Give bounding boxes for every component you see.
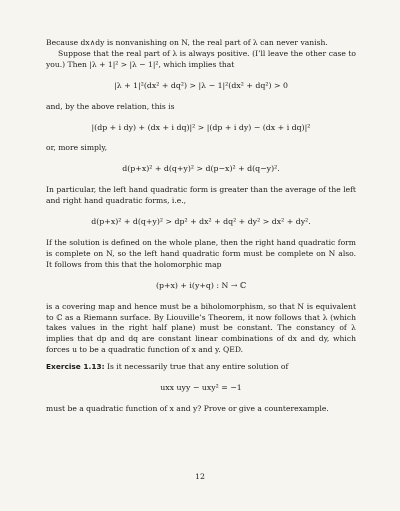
- exercise-paragraph: [46, 362, 356, 373]
- equation-6: uxx uyy − uxy² = −1: [160, 383, 242, 393]
- equation-1: |λ + 1|²(dx² + dq²) > |λ − 1|²(dx² + dq²) > 0: [114, 80, 288, 90]
- paragraph-2: Suppose that the real part of λ is always positive. (I’ll leave the other case to you.) Then |λ + 1|² > |λ − 1|², which implies that: [46, 48, 356, 69]
- equation-3: d(p+x)² + d(q+y)² > d(p−x)² + d(q−y)².: [122, 164, 280, 174]
- paragraph-5: In particular, the left hand quadratic form is greater than the average of the left and right hand quadratic forms, i.e.,: [46, 185, 356, 206]
- paragraph-3: and, by the above relation, this is: [46, 101, 175, 111]
- paragraph-8: must be a quadratic function of x and y? Prove or give a counterexample.: [46, 403, 329, 413]
- equation-4: d(p+x)² + d(q+y)² > dp² + dx² + dq² + dy² > dx² + dy².: [91, 217, 311, 227]
- exercise-text: Is it necessarily true that any entire solution of: [106, 362, 289, 372]
- paragraph-4: or, more simply,: [46, 143, 108, 153]
- paragraph-7: is a covering map and hence must be a biholomorphism, so that N is equivalent to ℂ as a Riemann surface. By Liouville’s Theorem, it now follows that λ (which takes values in the right half plane) must be constant. The constancy of λ implies that dp and dq are constant linear combinations of dx and dy, which forces u to be a quadratic function of x and y. QED.: [46, 301, 356, 355]
- paragraph-1: Because dx∧dy is nonvanishing on N, the real part of λ can never vanish.: [46, 38, 328, 47]
- page-number: 12: [195, 472, 205, 481]
- exercise-label: Exercise 1.13:: [46, 362, 105, 372]
- equation-2: |(dp + i dy) + (dx + i dq)|² > |(dp + i dy) − (dx + i dq)|²: [91, 122, 311, 132]
- paragraph-6: If the solution is defined on the whole plane, then the right hand quadratic form is complete on N, so the left hand quadratic form must be complete on N also. It follows from this that the holomorphic map: [46, 237, 356, 269]
- equation-5: (p+x) + i(y+q) : N → ℂ: [155, 280, 247, 290]
- page-body: [46, 38, 356, 415]
